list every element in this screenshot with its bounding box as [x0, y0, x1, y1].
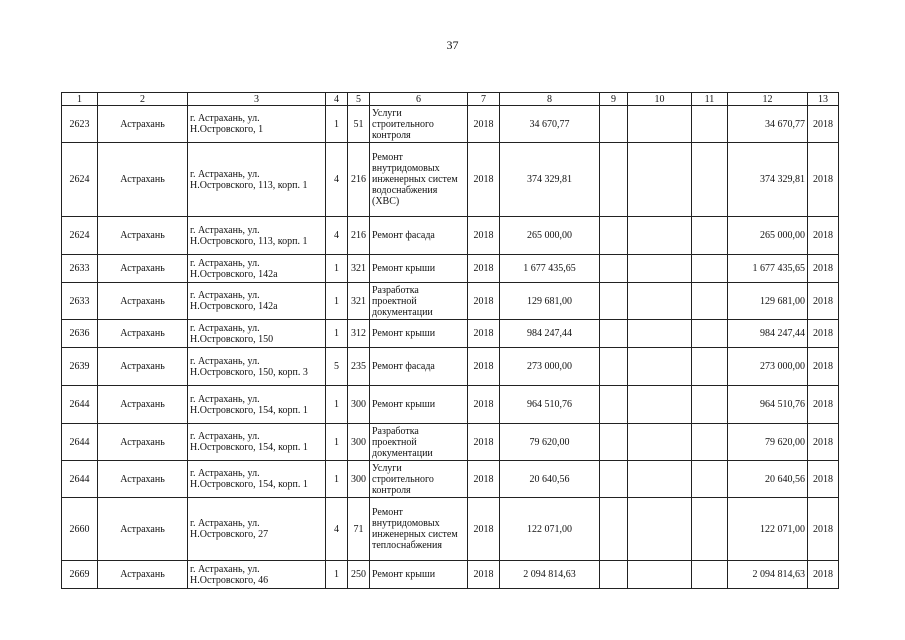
col11-cell — [692, 561, 728, 589]
col5-cell: 216 — [348, 143, 370, 217]
table-body — [62, 106, 839, 589]
table-row — [62, 217, 839, 255]
work-type-cell: Ремонт внутридомовых инженерных систем водоснабжения (ХВС) — [370, 143, 468, 217]
table-row — [62, 255, 839, 283]
col9-cell — [600, 461, 628, 498]
city-cell: Астрахань — [98, 143, 188, 217]
cost-cell: 964 510,76 — [500, 386, 600, 424]
col9-cell — [600, 348, 628, 386]
year-cell: 2018 — [468, 424, 500, 461]
col4-cell: 1 — [326, 561, 348, 589]
work-type-cell: Ремонт крыши — [370, 386, 468, 424]
row-number-cell: 2633 — [62, 255, 98, 283]
column-header: 7 — [468, 93, 500, 106]
address-cell: г. Астрахань, ул. Н.Островского, 27 — [188, 498, 326, 561]
row-number-cell: 2644 — [62, 461, 98, 498]
column-header: 2 — [98, 93, 188, 106]
column-header: 6 — [370, 93, 468, 106]
address-cell: г. Астрахань, ул. Н.Островского, 150 — [188, 320, 326, 348]
col9-cell — [600, 561, 628, 589]
year-cell: 2018 — [468, 461, 500, 498]
cost-cell: 34 670,77 — [500, 106, 600, 143]
col10-cell — [628, 283, 692, 320]
year-cell: 2018 — [468, 320, 500, 348]
address-cell: г. Астрахань, ул. Н.Островского, 154, корп. 1 — [188, 424, 326, 461]
col11-cell — [692, 255, 728, 283]
year-cell: 2018 — [468, 348, 500, 386]
col5-cell: 300 — [348, 424, 370, 461]
col11-cell — [692, 283, 728, 320]
col4-cell: 1 — [326, 386, 348, 424]
city-cell: Астрахань — [98, 386, 188, 424]
col11-cell — [692, 424, 728, 461]
year-cell: 2018 — [468, 106, 500, 143]
cost-cell: 79 620,00 — [500, 424, 600, 461]
col11-cell — [692, 498, 728, 561]
col10-cell — [628, 143, 692, 217]
city-cell: Астрахань — [98, 106, 188, 143]
col11-cell — [692, 386, 728, 424]
row-number-cell: 2644 — [62, 424, 98, 461]
completion-year-cell: 2018 — [808, 461, 839, 498]
row-number-cell: 2623 — [62, 106, 98, 143]
year-cell: 2018 — [468, 498, 500, 561]
address-cell: г. Астрахань, ул. Н.Островского, 154, корп. 1 — [188, 461, 326, 498]
col4-cell: 1 — [326, 424, 348, 461]
col5-cell: 250 — [348, 561, 370, 589]
col10-cell — [628, 498, 692, 561]
completion-year-cell: 2018 — [808, 561, 839, 589]
year-cell: 2018 — [468, 255, 500, 283]
total-cost-cell: 2 094 814,63 — [728, 561, 808, 589]
col4-cell: 4 — [326, 143, 348, 217]
column-header: 13 — [808, 93, 839, 106]
year-cell: 2018 — [468, 143, 500, 217]
completion-year-cell: 2018 — [808, 106, 839, 143]
col5-cell: 321 — [348, 255, 370, 283]
col9-cell — [600, 217, 628, 255]
table-row — [62, 143, 839, 217]
col10-cell — [628, 561, 692, 589]
completion-year-cell: 2018 — [808, 424, 839, 461]
completion-year-cell: 2018 — [808, 320, 839, 348]
row-number-cell: 2669 — [62, 561, 98, 589]
col5-cell: 300 — [348, 386, 370, 424]
total-cost-cell: 265 000,00 — [728, 217, 808, 255]
total-cost-cell: 984 247,44 — [728, 320, 808, 348]
col4-cell: 1 — [326, 320, 348, 348]
table-row — [62, 283, 839, 320]
col10-cell — [628, 348, 692, 386]
total-cost-cell: 122 071,00 — [728, 498, 808, 561]
row-number-cell: 2636 — [62, 320, 98, 348]
col4-cell: 4 — [326, 498, 348, 561]
cost-cell: 265 000,00 — [500, 217, 600, 255]
year-cell: 2018 — [468, 386, 500, 424]
column-header: 9 — [600, 93, 628, 106]
completion-year-cell: 2018 — [808, 348, 839, 386]
col5-cell: 71 — [348, 498, 370, 561]
repair-registry-table — [61, 92, 839, 589]
city-cell: Астрахань — [98, 255, 188, 283]
col4-cell: 4 — [326, 217, 348, 255]
completion-year-cell: 2018 — [808, 143, 839, 217]
col9-cell — [600, 320, 628, 348]
city-cell: Астрахань — [98, 498, 188, 561]
work-type-cell: Ремонт крыши — [370, 561, 468, 589]
col10-cell — [628, 461, 692, 498]
header-row — [62, 93, 839, 106]
column-header: 10 — [628, 93, 692, 106]
address-cell: г. Астрахань, ул. Н.Островского, 142а — [188, 255, 326, 283]
col10-cell — [628, 320, 692, 348]
total-cost-cell: 374 329,81 — [728, 143, 808, 217]
total-cost-cell: 129 681,00 — [728, 283, 808, 320]
col4-cell: 1 — [326, 461, 348, 498]
cost-cell: 2 094 814,63 — [500, 561, 600, 589]
col9-cell — [600, 283, 628, 320]
city-cell: Астрахань — [98, 217, 188, 255]
col10-cell — [628, 424, 692, 461]
address-cell: г. Астрахань, ул. Н.Островского, 142а — [188, 283, 326, 320]
cost-cell: 122 071,00 — [500, 498, 600, 561]
column-header: 1 — [62, 93, 98, 106]
row-number-cell: 2644 — [62, 386, 98, 424]
table-row — [62, 561, 839, 589]
year-cell: 2018 — [468, 217, 500, 255]
work-type-cell: Услуги строительного контроля — [370, 106, 468, 143]
city-cell: Астрахань — [98, 320, 188, 348]
col5-cell: 312 — [348, 320, 370, 348]
year-cell: 2018 — [468, 561, 500, 589]
work-type-cell: Ремонт внутридомовых инженерных систем теплоснабжения — [370, 498, 468, 561]
col5-cell: 321 — [348, 283, 370, 320]
work-type-cell: Разработка проектной документации — [370, 424, 468, 461]
col10-cell — [628, 217, 692, 255]
column-header: 8 — [500, 93, 600, 106]
col4-cell: 1 — [326, 255, 348, 283]
completion-year-cell: 2018 — [808, 498, 839, 561]
work-type-cell: Ремонт крыши — [370, 320, 468, 348]
col4-cell: 1 — [326, 106, 348, 143]
col4-cell: 5 — [326, 348, 348, 386]
col5-cell: 51 — [348, 106, 370, 143]
cost-cell: 129 681,00 — [500, 283, 600, 320]
row-number-cell: 2624 — [62, 143, 98, 217]
address-cell: г. Астрахань, ул. Н.Островского, 154, корп. 1 — [188, 386, 326, 424]
completion-year-cell: 2018 — [808, 386, 839, 424]
city-cell: Астрахань — [98, 561, 188, 589]
row-number-cell: 2639 — [62, 348, 98, 386]
col9-cell — [600, 255, 628, 283]
cost-cell: 273 000,00 — [500, 348, 600, 386]
total-cost-cell: 964 510,76 — [728, 386, 808, 424]
col9-cell — [600, 106, 628, 143]
address-cell: г. Астрахань, ул. Н.Островского, 1 — [188, 106, 326, 143]
city-cell: Астрахань — [98, 283, 188, 320]
address-cell: г. Астрахань, ул. Н.Островского, 46 — [188, 561, 326, 589]
row-number-cell: 2660 — [62, 498, 98, 561]
table-row — [62, 461, 839, 498]
completion-year-cell: 2018 — [808, 217, 839, 255]
column-header: 3 — [188, 93, 326, 106]
column-header: 11 — [692, 93, 728, 106]
city-cell: Астрахань — [98, 424, 188, 461]
total-cost-cell: 1 677 435,65 — [728, 255, 808, 283]
col4-cell: 1 — [326, 283, 348, 320]
table-row — [62, 106, 839, 143]
col10-cell — [628, 106, 692, 143]
city-cell: Астрахань — [98, 348, 188, 386]
col11-cell — [692, 461, 728, 498]
table-row — [62, 498, 839, 561]
completion-year-cell: 2018 — [808, 255, 839, 283]
col5-cell: 235 — [348, 348, 370, 386]
total-cost-cell: 79 620,00 — [728, 424, 808, 461]
table-row — [62, 348, 839, 386]
column-header: 5 — [348, 93, 370, 106]
work-type-cell: Ремонт фасада — [370, 348, 468, 386]
address-cell: г. Астрахань, ул. Н.Островского, 150, корп. 3 — [188, 348, 326, 386]
address-cell: г. Астрахань, ул. Н.Островского, 113, корп. 1 — [188, 143, 326, 217]
col5-cell: 216 — [348, 217, 370, 255]
row-number-cell: 2624 — [62, 217, 98, 255]
table-row — [62, 320, 839, 348]
column-header: 12 — [728, 93, 808, 106]
col9-cell — [600, 424, 628, 461]
completion-year-cell: 2018 — [808, 283, 839, 320]
col5-cell: 300 — [348, 461, 370, 498]
work-type-cell: Ремонт фасада — [370, 217, 468, 255]
work-type-cell: Услуги строительного контроля — [370, 461, 468, 498]
col9-cell — [600, 498, 628, 561]
work-type-cell: Разработка проектной документации — [370, 283, 468, 320]
col10-cell — [628, 386, 692, 424]
total-cost-cell: 34 670,77 — [728, 106, 808, 143]
city-cell: Астрахань — [98, 461, 188, 498]
work-type-cell: Ремонт крыши — [370, 255, 468, 283]
col9-cell — [600, 386, 628, 424]
cost-cell: 374 329,81 — [500, 143, 600, 217]
total-cost-cell: 20 640,56 — [728, 461, 808, 498]
col11-cell — [692, 143, 728, 217]
total-cost-cell: 273 000,00 — [728, 348, 808, 386]
year-cell: 2018 — [468, 283, 500, 320]
column-header: 4 — [326, 93, 348, 106]
row-number-cell: 2633 — [62, 283, 98, 320]
col9-cell — [600, 143, 628, 217]
cost-cell: 984 247,44 — [500, 320, 600, 348]
col11-cell — [692, 348, 728, 386]
col11-cell — [692, 320, 728, 348]
cost-cell: 1 677 435,65 — [500, 255, 600, 283]
table-row — [62, 386, 839, 424]
col10-cell — [628, 255, 692, 283]
address-cell: г. Астрахань, ул. Н.Островского, 113, корп. 1 — [188, 217, 326, 255]
table-row — [62, 424, 839, 461]
cost-cell: 20 640,56 — [500, 461, 600, 498]
col11-cell — [692, 106, 728, 143]
col11-cell — [692, 217, 728, 255]
page-number: 37 — [446, 38, 459, 52]
